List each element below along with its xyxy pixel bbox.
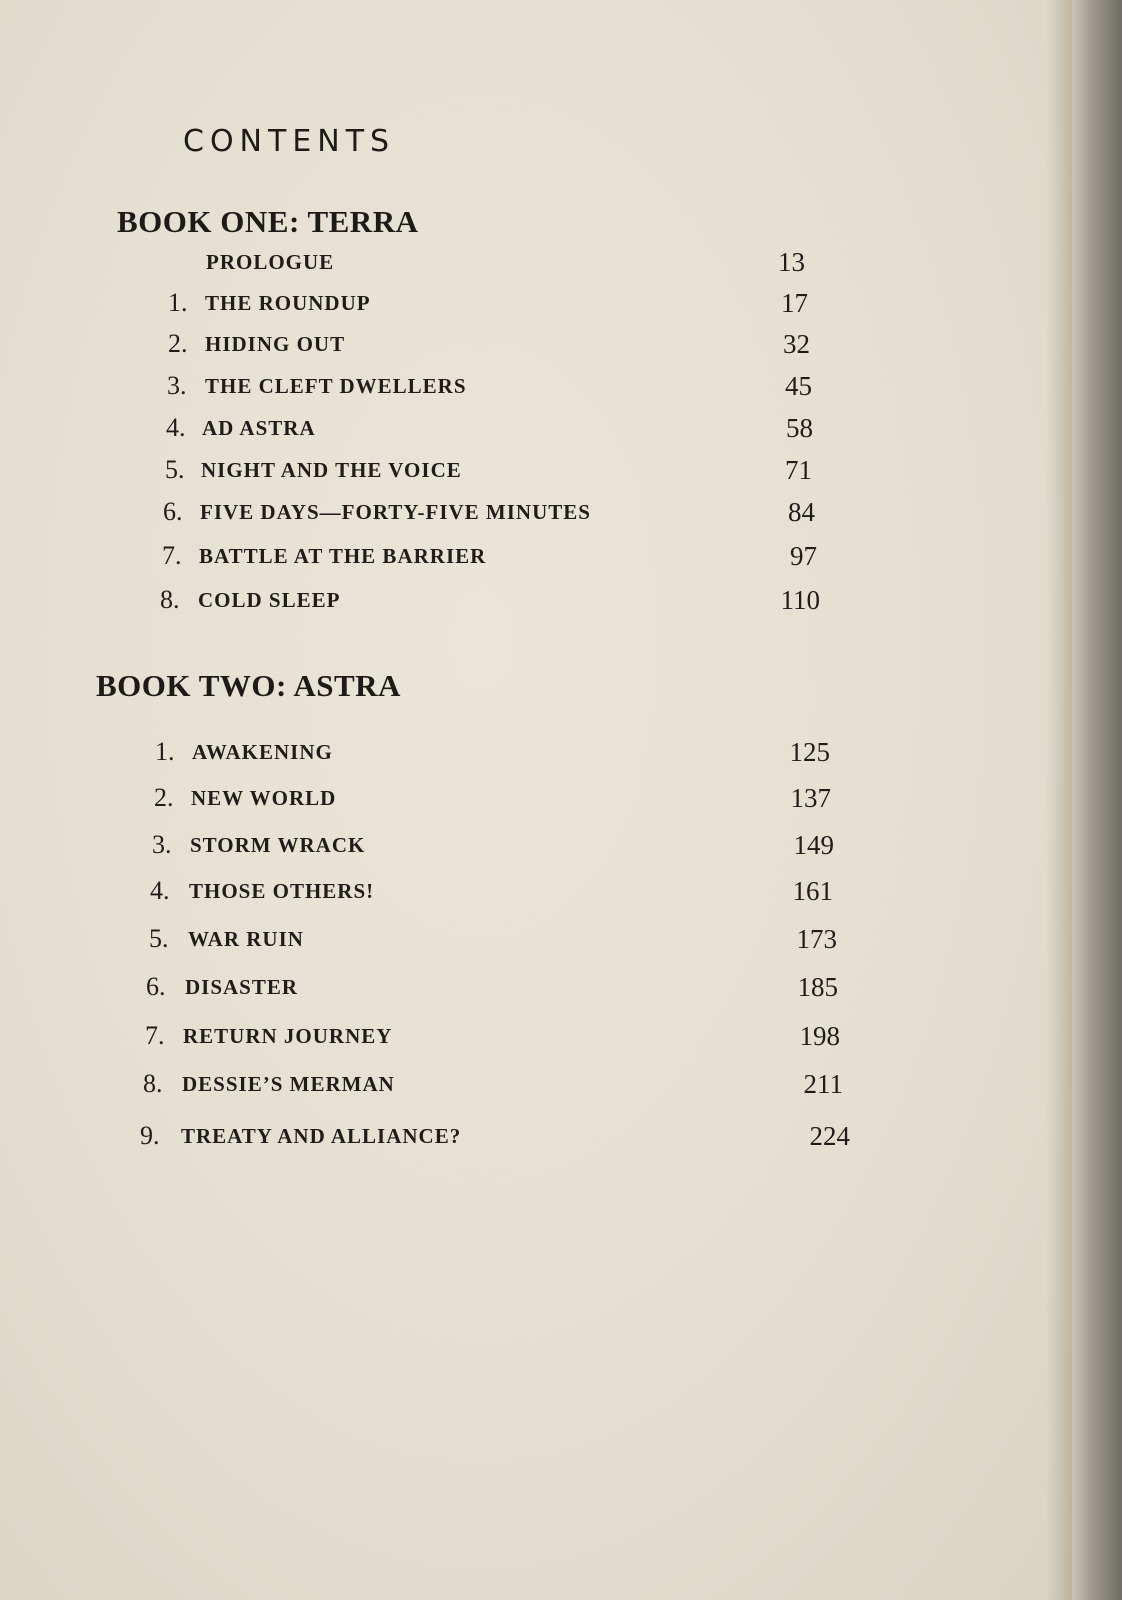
chapter-title: THOSE OTHERS!: [189, 879, 375, 903]
chapter-number: 2.: [154, 783, 174, 812]
chapter-number: 5.: [165, 455, 185, 484]
chapter-title: BATTLE AT THE BARRIER: [199, 544, 487, 568]
chapter-title: WAR RUIN: [188, 927, 304, 951]
chapter-title: FIVE DAYS—FORTY-FIVE MINUTES: [200, 500, 591, 524]
chapter-number: 3.: [152, 830, 172, 859]
page-number: 198: [799, 1021, 840, 1051]
chapter-title: HIDING OUT: [205, 332, 346, 356]
page-number: 110: [780, 585, 820, 615]
chapter-title: TREATY AND ALLIANCE?: [181, 1124, 462, 1148]
chapter-title: DISASTER: [185, 975, 299, 999]
page-number: 84: [788, 497, 815, 527]
page-number: 149: [793, 830, 834, 860]
page-number: 97: [790, 541, 817, 571]
chapter-number: 8.: [143, 1069, 163, 1098]
chapter-number: 8.: [160, 585, 180, 614]
chapter-number: 9.: [140, 1121, 160, 1150]
chapter-title: THE CLEFT DWELLERS: [205, 374, 467, 398]
page-number: 71: [785, 455, 812, 485]
page-number: 45: [785, 371, 812, 401]
chapter-title: AD ASTRA: [202, 416, 316, 440]
page-number: 224: [809, 1121, 850, 1151]
chapter-number: 7.: [162, 541, 182, 570]
book-two-heading: BOOK TWO: ASTRA: [96, 668, 401, 703]
page-edge-shadow: [1046, 0, 1072, 1600]
page-number: 173: [796, 924, 837, 954]
chapter-title: NEW WORLD: [191, 786, 337, 810]
page-number: 32: [783, 329, 810, 359]
chapter-title: RETURN JOURNEY: [183, 1024, 393, 1048]
chapter-number: 4.: [166, 413, 186, 442]
chapter-title: DESSIE’S MERMAN: [182, 1072, 395, 1096]
book-one-heading: BOOK ONE: TERRA: [117, 204, 419, 239]
page-number: 211: [803, 1069, 843, 1099]
chapter-number: 3.: [167, 371, 187, 400]
page-number: 137: [790, 783, 831, 813]
chapter-title: AWAKENING: [192, 740, 333, 764]
chapter-number: 5.: [149, 924, 169, 953]
chapter-title: THE ROUNDUP: [205, 291, 371, 315]
chapter-title: COLD SLEEP: [198, 588, 341, 612]
chapter-number: 7.: [145, 1021, 165, 1050]
page-number: 13: [778, 247, 805, 277]
page-number: 125: [789, 737, 830, 767]
contents-title: CONTENTS: [183, 124, 396, 159]
chapter-title: NIGHT AND THE VOICE: [201, 458, 462, 482]
chapter-title: PROLOGUE: [206, 250, 335, 274]
background-surface: [1072, 0, 1122, 1600]
chapter-number: 1.: [155, 737, 175, 766]
chapter-number: 4.: [150, 876, 170, 905]
page-number: 185: [797, 972, 838, 1002]
chapter-number: 6.: [163, 497, 183, 526]
chapter-number: 2.: [168, 329, 188, 358]
page-number: 17: [781, 288, 808, 318]
page-number: 58: [786, 413, 813, 443]
page-number: 161: [792, 876, 833, 906]
chapter-number: 1.: [168, 288, 188, 317]
chapter-number: 6.: [146, 972, 166, 1001]
chapter-title: STORM WRACK: [190, 833, 366, 857]
